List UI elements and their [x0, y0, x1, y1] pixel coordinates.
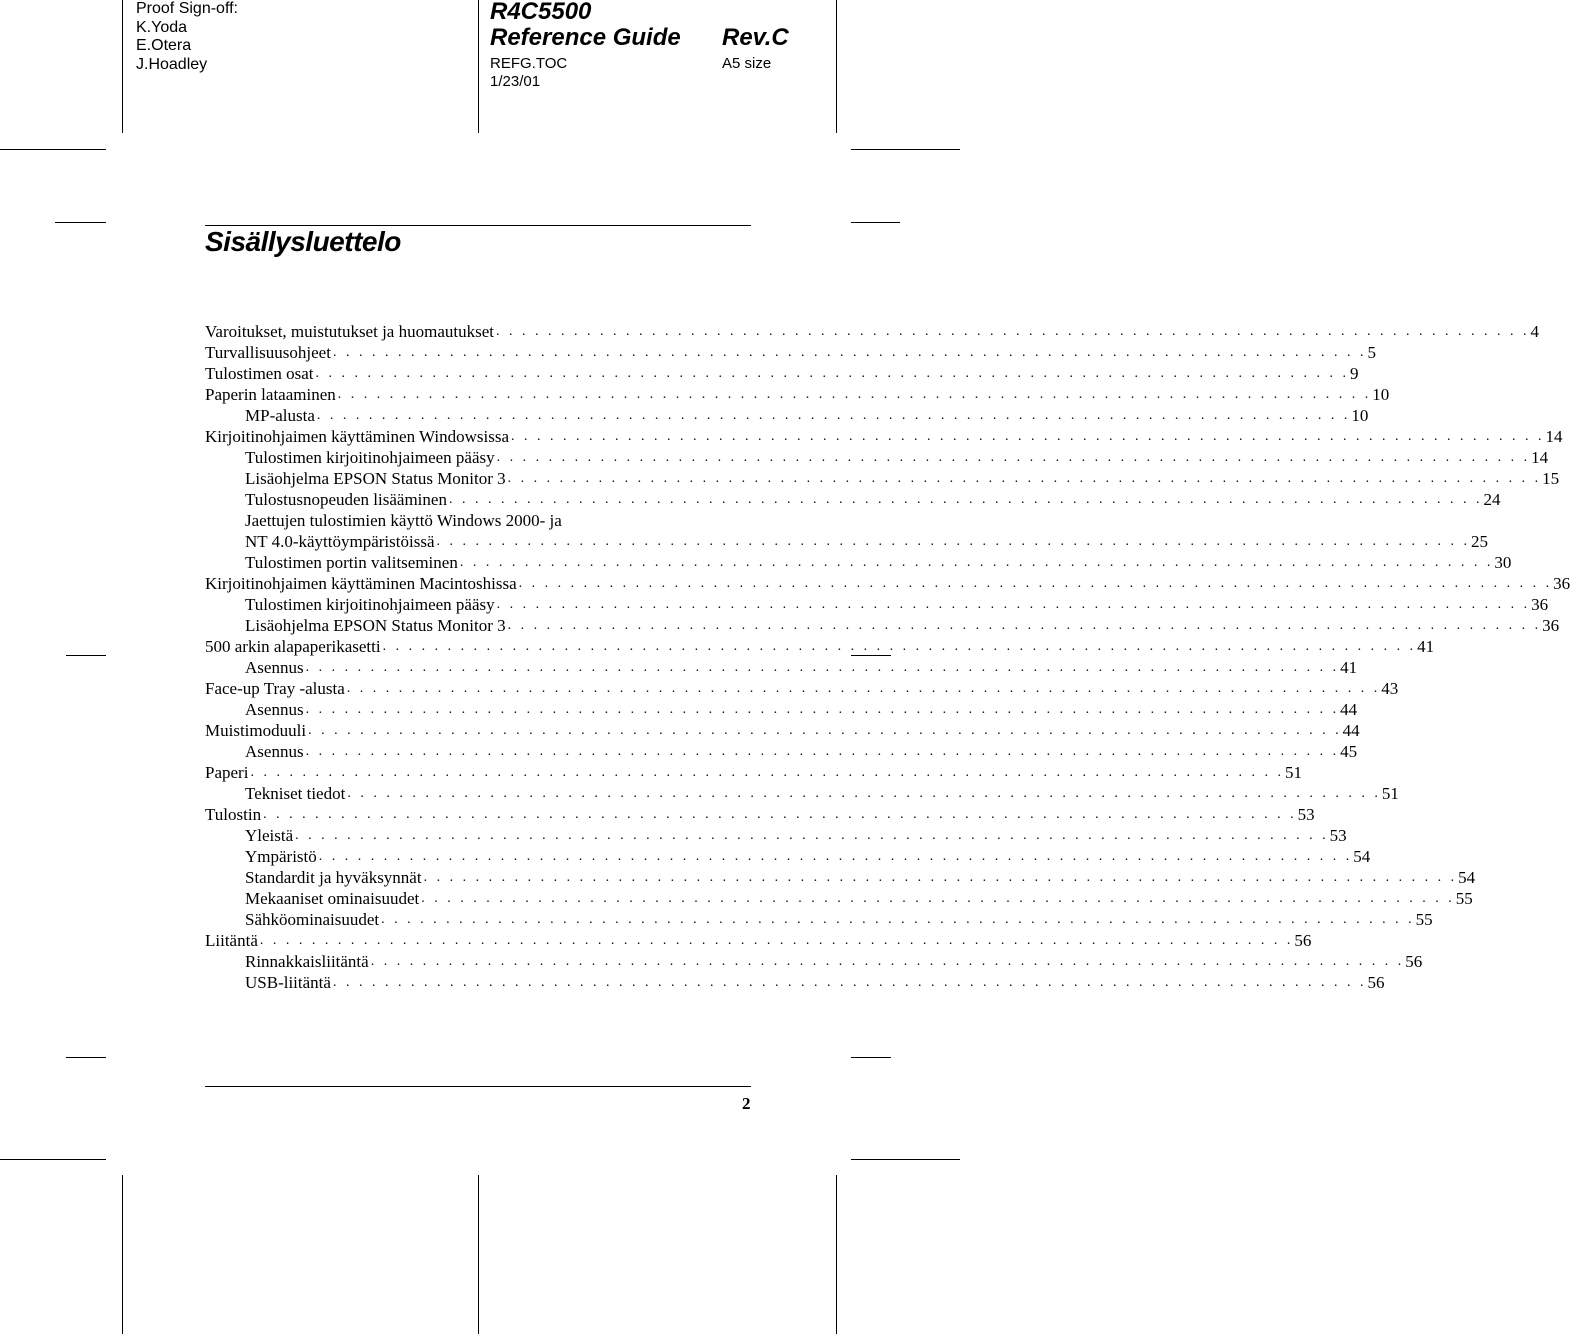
dot-leader: . . . . . . . . . . . . . . . . . . . . . . . . . . . . . . . . . . . . . . . . . . . . . . . . . . . . . . . . . . . . . . . . . . . . . . . . . . . . . . . .: [250, 765, 1284, 780]
toc-entry-title: Jaettujen tulostimien käyttö Windows 2000- ja: [245, 511, 562, 530]
crop-mark: [66, 655, 106, 656]
toc-entry-title: Tekniset tiedot: [245, 784, 346, 803]
toc-entry-title: Tulostimen portin valitseminen: [245, 553, 458, 572]
toc-entry-title: Liitäntä: [205, 931, 258, 950]
crop-mark: [122, 1175, 123, 1334]
dot-leader: . . . . . . . . . . . . . . . . . . . . . . . . . . . . . . . . . . . . . . . . . . . . . . . . . . . . . . . . . . . . . . . . . . . . . . . . . . . . . . . .: [507, 618, 1542, 633]
toc-entry-page: 24: [1483, 490, 1501, 509]
toc-entry-title: Tulostin: [205, 805, 262, 824]
dot-leader: . . . . . . . . . . . . . . . . . . . . . . . . . . . . . . . . . . . . . . . . . . . . . . . . . . . . . . . . . . . . . . . . . . . . . . . . . . . . . . . .: [332, 975, 1367, 990]
toc-entry-title: Ympäristö: [245, 847, 317, 866]
toc-entry-page: 10: [1351, 406, 1369, 425]
toc-entry-page: 45: [1340, 742, 1358, 761]
crop-mark: [836, 1175, 837, 1334]
dot-leader: . . . . . . . . . . . . . . . . . . . . . . . . . . . . . . . . . . . . . . . . . . . . . . . . . . . . . . . . . . . . . . . . . . . . . . . . . . . . . . . .: [495, 324, 1530, 339]
toc-entry-page: 30: [1494, 553, 1512, 572]
dot-leader: . . . . . . . . . . . . . . . . . . . . . . . . . . . . . . . . . . . . . . . . . . . . . . . . . . . . . . . . . . . . . . . . . . . . . . . . . . . . . . . .: [448, 492, 1483, 507]
toc-entry-page: 51: [1381, 784, 1399, 803]
toc-entry: [205, 468, 1560, 489]
toc-entry-page: 36: [1531, 595, 1549, 614]
toc-entry-title: MP-alusta: [245, 406, 315, 425]
toc-entry: [205, 972, 1385, 993]
date: 1/23/01: [490, 73, 541, 90]
toc-entry-page: 54: [1458, 868, 1476, 887]
crop-mark: [55, 222, 106, 223]
toc-entry-title: Asennus: [245, 742, 304, 761]
toc-entry: [205, 951, 1423, 972]
dot-leader: . . . . . . . . . . . . . . . . . . . . . . . . . . . . . . . . . . . . . . . . . . . . . . . . . . . . . . . . . . . . . . . . . . . . . . . . . . . . . . . .: [315, 366, 1349, 381]
guide-title: Reference Guide: [490, 24, 681, 51]
toc-entry: [205, 594, 1549, 615]
toc-entry-page: 41: [1417, 637, 1435, 656]
toc-entry-page: 44: [1342, 721, 1360, 740]
table-of-contents: [205, 321, 1570, 993]
dot-leader: . . . . . . . . . . . . . . . . . . . . . . . . . . . . . . . . . . . . . . . . . . . . . . . . . . . . . . . . . . . . . . . . . . . . . . . . . . . . . . . .: [518, 576, 1553, 591]
toc-entry-title: Paperi: [205, 763, 249, 782]
toc-entry-page: 36: [1553, 574, 1570, 593]
toc-entry: [205, 804, 1315, 825]
toc-entry-page: 43: [1381, 679, 1399, 698]
toc-entry-page: 14: [1531, 448, 1549, 467]
toc-entry: [205, 489, 1501, 510]
toc-entry-page: 4: [1530, 322, 1539, 341]
toc-entry-title: Mekaaniset ominaisuudet: [245, 889, 420, 908]
toc-entry: [205, 762, 1302, 783]
toc-entry-page: 41: [1340, 658, 1358, 677]
toc-entry-page: 5: [1367, 343, 1376, 362]
dot-leader: . . . . . . . . . . . . . . . . . . . . . . . . . . . . . . . . . . . . . . . . . . . . . . . . . . . . . . . . . . . . . . . . . . . . . . . . . . . . . . . .: [316, 408, 1351, 423]
toc-entry: [205, 510, 720, 531]
model-code: R4C5500: [490, 0, 592, 25]
toc-entry-page: 51: [1284, 763, 1302, 782]
toc-entry-page: 10: [1372, 385, 1390, 404]
dot-leader: . . . . . . . . . . . . . . . . . . . . . . . . . . . . . . . . . . . . . . . . . . . . . . . . . . . . . . . . . . . . . . . . . . . . . . . . . . . . . . . .: [381, 912, 1415, 927]
dot-leader: . . . . . . . . . . . . . . . . . . . . . . . . . . . . . . . . . . . . . . . . . . . . . . . . . . . . . . . . . . . . . . . . . . . . . . . . . . . . . . . .: [259, 933, 1294, 948]
dot-leader: . . . . . . . . . . . . . . . . . . . . . . . . . . . . . . . . . . . . . . . . . . . . . . . . . . . . . . . . . . . . . . . . . . . . . . . . . . . . . . . .: [496, 450, 1531, 465]
crop-mark: [0, 149, 106, 150]
dot-leader: . . . . . . . . . . . . . . . . . . . . . . . . . . . . . . . . . . . . . . . . . . . . . . . . . . . . . . . . . . . . . . . . . . . . . . . . . . . . . . . .: [305, 702, 1340, 717]
paper-size: A5 size: [722, 55, 772, 72]
toc-entry: [205, 657, 1358, 678]
crop-mark: [478, 1175, 479, 1334]
toc-entry-page: 44: [1340, 700, 1358, 719]
toc-entry-page: 56: [1294, 931, 1312, 950]
toc-entry-title: Yleistä: [245, 826, 294, 845]
crop-mark: [851, 1159, 960, 1160]
dot-leader: . . . . . . . . . . . . . . . . . . . . . . . . . . . . . . . . . . . . . . . . . . . . . . . . . . . . . . . . . . . . . . . . . . . . . . . . . . . . . . . .: [308, 723, 1342, 738]
toc-entry-page: 55: [1415, 910, 1433, 929]
toc-entry-title: Lisäohjelma EPSON Status Monitor 3: [245, 469, 506, 488]
dot-leader: . . . . . . . . . . . . . . . . . . . . . . . . . . . . . . . . . . . . . . . . . . . . . . . . . . . . . . . . . . . . . . . . . . . . . . . . . . . . . . . .: [337, 387, 1372, 402]
toc-entry-title: Tulostimen kirjoitinohjaimeen pääsy: [245, 448, 495, 467]
dot-leader: . . . . . . . . . . . . . . . . . . . . . . . . . . . . . . . . . . . . . . . . . . . . . . . . . . . . . . . . . . . . . . . . . . . . . . . . . . . . . . . .: [382, 639, 1417, 654]
toc-entry-page: 55: [1455, 889, 1473, 908]
signoff-name: K.Yoda: [136, 18, 188, 36]
dot-leader: . . . . . . . . . . . . . . . . . . . . . . . . . . . . . . . . . . . . . . . . . . . . . . . . . . . . . . . . . . . . . . . . . . . . . . . . . . . . . . . .: [511, 429, 1545, 444]
toc-entry-title: Tulostimen osat: [205, 364, 314, 383]
proof-signoff-block: [136, 0, 238, 74]
crop-mark: [0, 1159, 106, 1160]
toc-entry-title: Tulostusnopeuden lisääminen: [245, 490, 447, 509]
toc-entry: [205, 783, 1399, 804]
revision: Rev.C: [722, 24, 789, 51]
toc-entry-title: Muistimoduuli: [205, 721, 307, 740]
toc-entry: [205, 699, 1358, 720]
dot-leader: . . . . . . . . . . . . . . . . . . . . . . . . . . . . . . . . . . . . . . . . . . . . . . . . . . . . . . . . . . . . . . . . . . . . . . . . . . . . . . . .: [423, 870, 1458, 885]
toc-entry-page: 36: [1542, 616, 1560, 635]
toc-entry-title: Standardit ja hyväksynnät: [245, 868, 422, 887]
toc-entry-page: 56: [1367, 973, 1385, 992]
toc-entry-page: 56: [1405, 952, 1423, 971]
toc-entry: [205, 531, 1488, 552]
toc-entry-title: Paperin lataaminen: [205, 385, 336, 404]
toc-entry-title: USB-liitäntä: [245, 973, 331, 992]
toc-entry-page: 53: [1297, 805, 1315, 824]
toc-entry: [205, 342, 1376, 363]
toc-entry: [205, 825, 1347, 846]
toc-entry: [205, 447, 1549, 468]
dot-leader: . . . . . . . . . . . . . . . . . . . . . . . . . . . . . . . . . . . . . . . . . . . . . . . . . . . . . . . . . . . . . . . . . . . . . . . . . . . . . . . .: [346, 681, 1381, 696]
toc-entry: [205, 909, 1433, 930]
signoff-name: E.Otera: [136, 37, 192, 54]
toc-entry-title: 500 arkin alapaperikasetti: [205, 637, 381, 656]
toc-entry: [205, 405, 1369, 426]
toc-entry: [205, 615, 1560, 636]
toc-entry-page: 54: [1353, 847, 1371, 866]
toc-entry: [205, 384, 1390, 405]
toc-entry: [205, 867, 1476, 888]
toc-entry-page: 14: [1545, 427, 1563, 446]
toc-entry: [205, 888, 1473, 909]
crop-mark: [478, 0, 479, 133]
dot-leader: . . . . . . . . . . . . . . . . . . . . . . . . . . . . . . . . . . . . . . . . . . . . . . . . . . . . . . . . . . . . . . . . . . . . . . . . . . . . . . . .: [295, 828, 1329, 843]
toc-entry: [205, 552, 1512, 573]
toc-entry: [205, 930, 1312, 951]
dot-leader: . . . . . . . . . . . . . . . . . . . . . . . . . . . . . . . . . . . . . . . . . . . . . . . . . . . . . . . . . . . . . . . . . . . . . . . . . . . . . . . .: [436, 534, 1470, 549]
toc-entry-title: Asennus: [245, 700, 304, 719]
toc-entry: [205, 741, 1358, 762]
file-name: REFG.TOC: [490, 55, 568, 72]
toc-entry-title: Varoitukset, muistutukset ja huomautukset: [205, 322, 494, 341]
toc-entry-page: 53: [1329, 826, 1347, 845]
toc-entry-title: Asennus: [245, 658, 304, 677]
dot-leader: . . . . . . . . . . . . . . . . . . . . . . . . . . . . . . . . . . . . . . . . . . . . . . . . . . . . . . . . . . . . . . . . . . . . . . . . . . . . . . . .: [496, 597, 1531, 612]
crop-mark: [122, 0, 123, 133]
toc-entry: [205, 678, 1399, 699]
dot-leader: . . . . . . . . . . . . . . . . . . . . . . . . . . . . . . . . . . . . . . . . . . . . . . . . . . . . . . . . . . . . . . . . . . . . . . . . . . . . . . . .: [305, 660, 1340, 675]
footer-rule: [205, 1086, 751, 1087]
dot-leader: . . . . . . . . . . . . . . . . . . . . . . . . . . . . . . . . . . . . . . . . . . . . . . . . . . . . . . . . . . . . . . . . . . . . . . . . . . . . . . . .: [347, 786, 1381, 801]
dot-leader: . . . . . . . . . . . . . . . . . . . . . . . . . . . . . . . . . . . . . . . . . . . . . . . . . . . . . . . . . . . . . . . . . . . . . . . . . . . . . . . .: [507, 471, 1542, 486]
toc-entry-title: Sähköominaisuudet: [245, 910, 380, 929]
crop-mark: [851, 222, 900, 223]
toc-entry-page: 9: [1349, 364, 1359, 383]
toc-entry-title: Rinnakkaisliitäntä: [245, 952, 369, 971]
crop-mark: [66, 1057, 106, 1058]
toc-entry-title: Face-up Tray -alusta: [205, 679, 345, 698]
dot-leader: . . . . . . . . . . . . . . . . . . . . . . . . . . . . . . . . . . . . . . . . . . . . . . . . . . . . . . . . . . . . . . . . . . . . . . . . . . . . . . . .: [332, 345, 1367, 360]
dot-leader: . . . . . . . . . . . . . . . . . . . . . . . . . . . . . . . . . . . . . . . . . . . . . . . . . . . . . . . . . . . . . . . . . . . . . . . . . . . . . . . .: [370, 954, 1405, 969]
crop-mark: [836, 0, 837, 133]
dot-leader: . . . . . . . . . . . . . . . . . . . . . . . . . . . . . . . . . . . . . . . . . . . . . . . . . . . . . . . . . . . . . . . . . . . . . . . . . . . . . . . .: [305, 744, 1340, 759]
toc-entry-title: Kirjoitinohjaimen käyttäminen Windowsissa: [205, 427, 510, 446]
crop-mark: [851, 1057, 891, 1058]
toc-entry: [205, 846, 1371, 867]
toc-entry-page: 15: [1542, 469, 1560, 488]
signoff-name: J.Hoadley: [136, 55, 208, 73]
dot-leader: . . . . . . . . . . . . . . . . . . . . . . . . . . . . . . . . . . . . . . . . . . . . . . . . . . . . . . . . . . . . . . . . . . . . . . . . . . . . . . . .: [421, 891, 1455, 906]
toc-entry: [205, 720, 1360, 741]
toc-entry: [205, 636, 1435, 657]
toc-entry-title: Kirjoitinohjaimen käyttäminen Macintoshissa: [205, 574, 517, 593]
dot-leader: . . . . . . . . . . . . . . . . . . . . . . . . . . . . . . . . . . . . . . . . . . . . . . . . . . . . . . . . . . . . . . . . . . . . . . . . . . . . . . . .: [263, 807, 1297, 822]
toc-entry: [205, 573, 1570, 594]
crop-mark: [851, 149, 960, 150]
page-title: Sisällysluettelo: [205, 226, 401, 257]
toc-entry-title: NT 4.0-käyttöympäristöissä: [245, 532, 435, 551]
toc-entry-title: Tulostimen kirjoitinohjaimeen pääsy: [245, 595, 495, 614]
toc-entry-title: Lisäohjelma EPSON Status Monitor 3: [245, 616, 506, 635]
toc-entry: [205, 426, 1563, 447]
toc-entry-page: 25: [1471, 532, 1488, 551]
toc-entry: [205, 363, 1359, 384]
signoff-label: Proof Sign-off:: [136, 0, 238, 17]
dot-leader: . . . . . . . . . . . . . . . . . . . . . . . . . . . . . . . . . . . . . . . . . . . . . . . . . . . . . . . . . . . . . . . . . . . . . . . . . . . . . . . .: [318, 849, 1353, 864]
dot-leader: . . . . . . . . . . . . . . . . . . . . . . . . . . . . . . . . . . . . . . . . . . . . . . . . . . . . . . . . . . . . . . . . . . . . . . . . . . . . . . . .: [459, 555, 1494, 570]
toc-entry: [205, 321, 1539, 342]
page-number: 2: [742, 1094, 751, 1113]
toc-entry-title: Turvallisuusohjeet: [205, 343, 331, 362]
